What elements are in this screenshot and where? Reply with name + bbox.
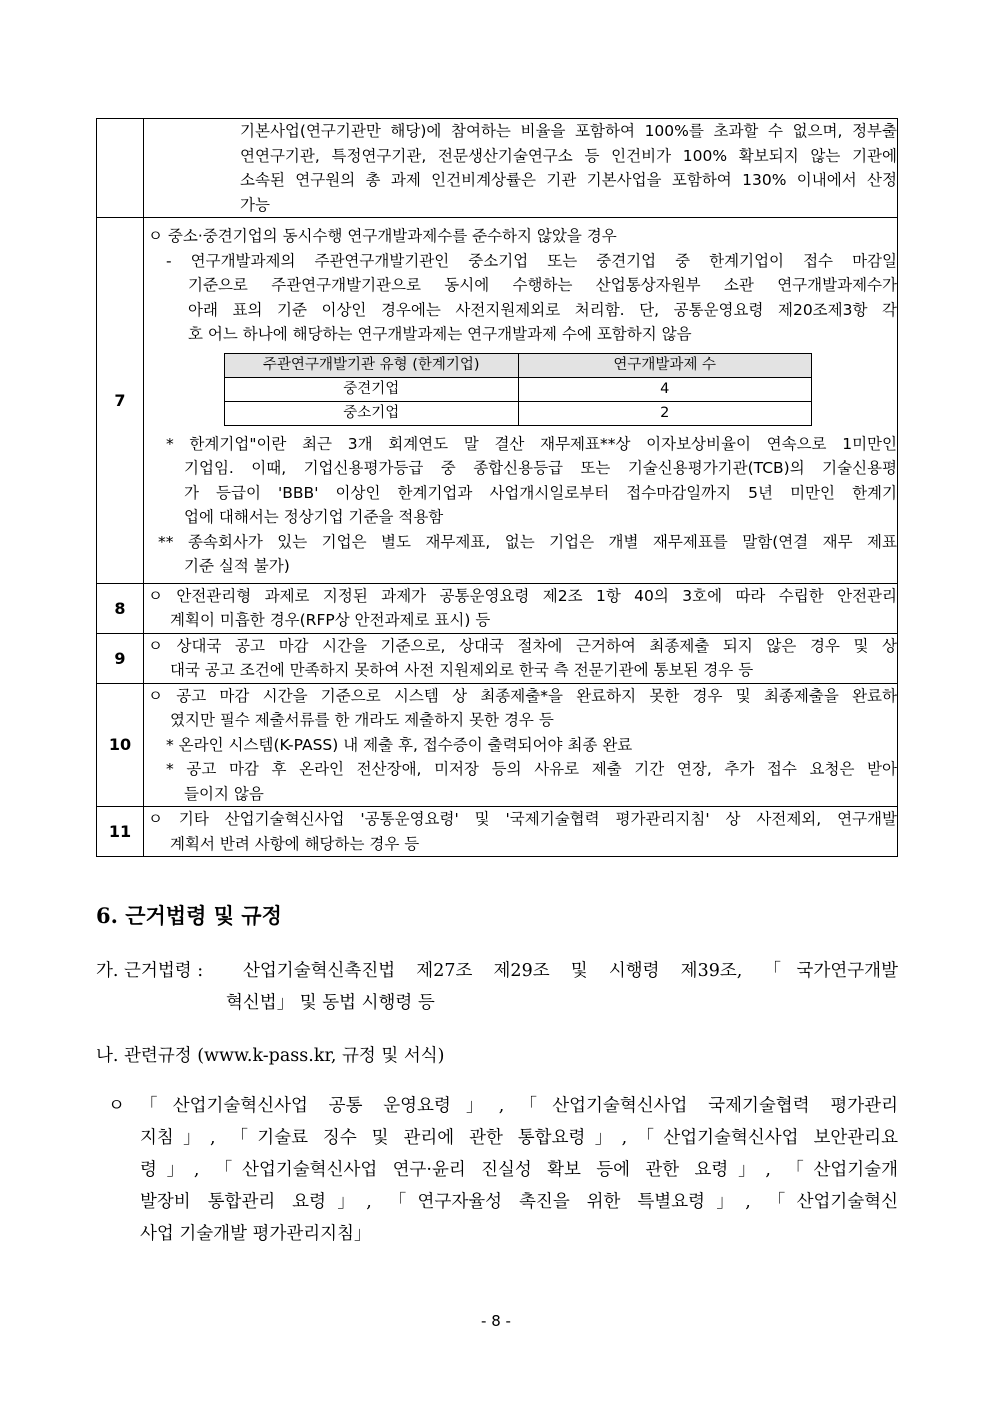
note-line: * 한계기업"이란 최근 3개 회계연도 말 결산 재무제표**상 이자보상비율이 연속으로 1미만인	[166, 434, 897, 453]
row-number: 8	[97, 583, 144, 633]
note-line: 들이지 않음	[184, 784, 264, 803]
exclusion-criteria-table	[96, 118, 898, 857]
bullet-icon: ㅇ	[108, 1096, 125, 1116]
page-number: - 8 -	[481, 1312, 511, 1330]
table-row	[97, 583, 898, 633]
text-line: 계획서 반려 사항에 해당하는 경우 등	[170, 834, 420, 853]
row-content	[144, 119, 898, 218]
table-cell: 2	[518, 401, 812, 425]
row-content	[144, 218, 898, 584]
table-header-cell: 연구개발과제 수	[518, 353, 812, 377]
list-item	[96, 1090, 898, 1122]
row-number: 7	[97, 218, 144, 584]
legal-basis	[96, 955, 898, 1019]
table-cell: 중소기업	[225, 401, 519, 425]
text-line: ㅇ 상대국 공고 마감 시간을 기준으로, 상대국 절차에 근거하여 최종제출 되지 않은 경우 및 상	[148, 636, 897, 655]
table-row	[97, 683, 898, 807]
note-line: 기준 실적 불가)	[184, 557, 290, 575]
table-header-row	[225, 353, 812, 377]
text-line: 연연구기관, 특정연구기관, 전문생산기술연구소 등 인건비가 100% 확보되지 않는 기관에	[240, 146, 897, 165]
text-line: 기준으로 주관연구개발기관으로 동시에 수행하는 산업통상자원부 소관 연구개발과제수가	[188, 276, 897, 294]
text-line: 아래 표의 기준 이상인 경우에는 사전지원제외로 처리함. 단, 공통운영요령 제20조제3항 각	[188, 300, 897, 319]
row-heading: ㅇ 중소·중견기업의 동시수행 연구개발과제수를 준수하지 않았을 경우	[148, 227, 617, 245]
table-row	[97, 807, 898, 857]
legal-basis-text: 혁신법」 및 동법 시행령 등	[226, 993, 435, 1013]
row-content	[144, 583, 898, 633]
text-line: 였지만 필수 제출서류를 한 개라도 제출하지 못한 경우 등	[170, 711, 554, 729]
table-row	[97, 218, 898, 584]
row-content	[144, 683, 898, 807]
text-line: - 연구개발과제의 주관연구개발기관인 중소기업 또는 중견기업 중 한계기업이 접수 마감일	[166, 251, 897, 270]
note-line: * 온라인 시스템(K-PASS) 내 제출 후, 접수증이 출력되어야 최종 완료	[166, 735, 633, 754]
table-row	[97, 119, 898, 218]
list-line: 지침」, 「기술료 징수 및 관리에 관한 통합요령」,「산업기술혁신사업 보안관리요	[140, 1128, 898, 1148]
list-line: 발장비 통합관리 요령」, 「연구자율성 촉진을 위한 특별요령」, 「산업기술혁신	[140, 1192, 898, 1212]
row-number: 10	[97, 683, 144, 807]
table-cell: 4	[518, 377, 812, 401]
note-line: 업에 대해서는 정상기업 기준을 적용함	[184, 508, 444, 526]
text-line: 가능	[240, 195, 270, 214]
table-cell: 중견기업	[225, 377, 519, 401]
list-line: 사업 기술개발 평가관리지침」	[140, 1224, 372, 1244]
list-line: 령」, 「산업기술혁신사업 연구·윤리 진실성 확보 등에 관한 요령」, 「산업기술개	[140, 1160, 898, 1180]
note-line: * 공고 마감 후 온라인 전산장애, 미저장 등의 사유로 제출 기간 연장, 추가 접수 요청은 받아	[166, 760, 897, 778]
table-row	[225, 401, 812, 425]
text-line: 대국 공고 조건에 만족하지 못하여 사전 지원제외로 한국 측 전문기관에 통보된 경우 등	[170, 661, 754, 679]
legal-basis-label: 가. 근거법령 :	[96, 961, 204, 981]
table-header-cell: 주관연구개발기관 유형 (한계기업)	[225, 353, 519, 377]
regulations-list	[96, 1090, 898, 1250]
legal-basis-text: 산업기술혁신촉진법 제27조 제29조 및 시행령 제39조, 「국가연구개발	[243, 961, 898, 981]
row-number: 11	[97, 807, 144, 857]
table-row	[97, 633, 898, 683]
note-line: 가 등급이 'BBB' 이상인 한계기업과 사업개시일로부터 접수마감일까지 5년 미만인 한계기	[184, 483, 897, 502]
text-line: 호 어느 하나에 해당하는 연구개발과제는 연구개발과제 수에 포함하지 않음	[188, 325, 692, 343]
text-line: ㅇ 기타 산업기술혁신사업 '공통운영요령' 및 '국제기술협력 평가관리지침' 상 사전제외, 연구개발	[148, 810, 897, 828]
text-line: 계획이 미흡한 경우(RFP상 안전과제로 표시) 등	[170, 611, 491, 629]
note-line: 기업임. 이때, 기업신용평가등급 중 종합신용등급 또는 기술신용평가기관(TCB)의 기술신용평	[184, 459, 897, 477]
list-line: 「산업기술혁신사업 공통 운영요령」,「산업기술혁신사업 국제기술협력 평가관리	[140, 1096, 898, 1116]
text-line: 기본사업(연구기관만 해당)에 참여하는 비율을 포함하여 100%를 초과할 수 없으며, 정부출	[240, 122, 897, 140]
row-number: 9	[97, 633, 144, 683]
text-line: ㅇ 공고 마감 시간을 기준으로 시스템 상 최종제출*을 완료하지 못한 경우 및 최종제출을 완료하	[148, 686, 897, 705]
row-number	[97, 119, 144, 218]
text-line: 소속된 연구원의 총 과제 인건비계상률은 기관 기본사업을 포함하여 130% 이내에서 산정	[240, 171, 897, 189]
row-content	[144, 633, 898, 683]
related-regulations: 나. 관련규정 (www.k-pass.kr, 규정 및 서식)	[96, 1046, 445, 1066]
section-title: 6. 근거법령 및 규정	[96, 903, 282, 928]
note-line: ** 종속회사가 있는 기업은 별도 재무제표, 없는 기업은 개별 재무제표를 말함(연결 재무 제표	[158, 532, 897, 551]
row-content	[144, 807, 898, 857]
text-line: ㅇ 안전관리형 과제로 지정된 과제가 공통운영요령 제2조 1항 40의 3호에 따라 수립한 안전관리	[148, 586, 897, 605]
table-row	[225, 377, 812, 401]
project-count-table	[224, 353, 812, 426]
